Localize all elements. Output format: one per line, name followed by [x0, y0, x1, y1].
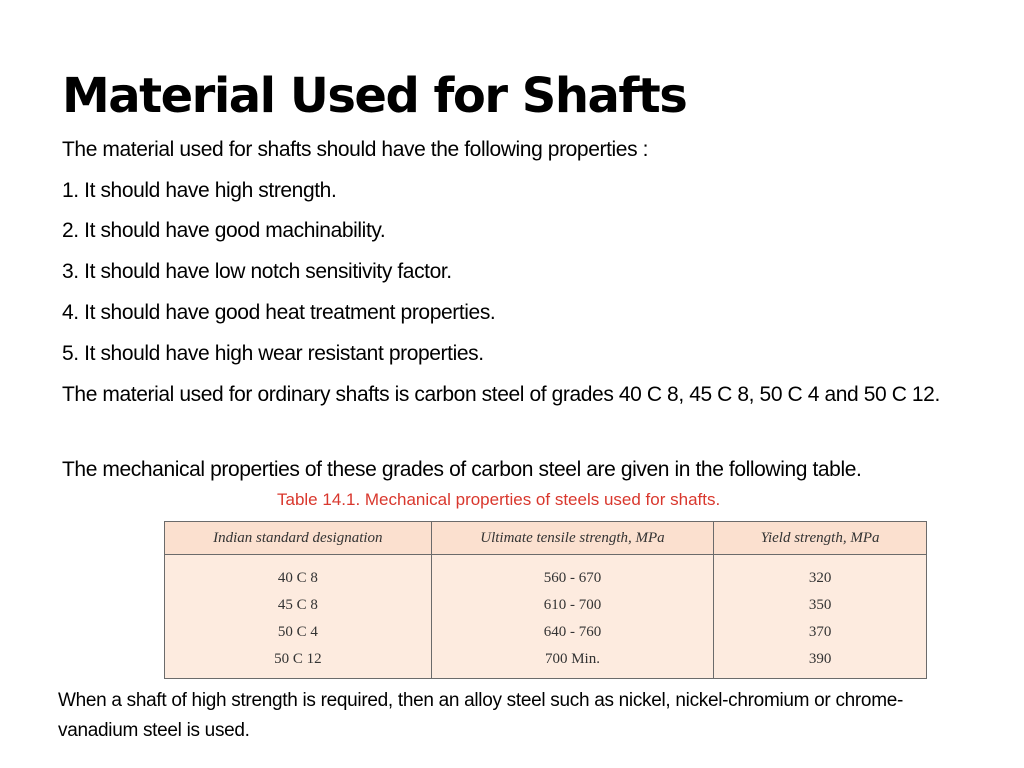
table-cell: 390 [808, 651, 832, 667]
property-item-1: 1. It should have high strength. [62, 179, 337, 202]
table-cell: 350 [808, 597, 832, 613]
column-header-yield-strength: Yield strength, MPa [714, 522, 927, 555]
property-item-4: 4. It should have good heat treatment properties. [62, 301, 496, 324]
tensile-strength-column-cell [431, 555, 714, 679]
property-item-2: 2. It should have good machinability. [62, 219, 386, 242]
mechanical-properties-table [164, 521, 927, 679]
table-cell: 560 - 670 [543, 570, 602, 586]
table-header-row [165, 522, 927, 555]
table-cell: 50 C 12 [274, 651, 322, 667]
column-header-tensile-strength: Ultimate tensile strength, MPa [431, 522, 714, 555]
table-body-row [165, 555, 927, 679]
table-cell: 45 C 8 [277, 597, 318, 613]
property-item-5: 5. It should have high wear resistant properties. [62, 342, 484, 365]
table-cell: 320 [808, 570, 832, 586]
designation-column-cell [165, 555, 432, 679]
mechanical-note-text: The mechanical properties of these grades of carbon steel are given in the following table. [62, 458, 862, 481]
column-header-designation: Indian standard designation [165, 522, 432, 555]
table-cell: 40 C 8 [277, 570, 318, 586]
ordinary-shafts-text: The material used for ordinary shafts is carbon steel of grades 40 C 8, 45 C 8, 50 C 4 and 50 C 12. [62, 383, 940, 406]
table-cell: 370 [808, 624, 832, 640]
table-cell: 700 Min. [544, 651, 600, 667]
yield-strength-column-cell [714, 555, 927, 679]
table-cell: 50 C 4 [277, 624, 318, 640]
table-cell: 640 - 760 [543, 624, 602, 640]
intro-text: The material used for shafts should have the following properties : [62, 138, 649, 161]
table-cell: 610 - 700 [543, 597, 602, 613]
footer-text: When a shaft of high strength is required, then an alloy steel such as nickel, nickel-chromium or chrome-vanadium steel is used. [58, 690, 904, 741]
table-caption: Table 14.1. Mechanical properties of steels used for shafts. [277, 490, 721, 509]
slide-title: Material Used for Shafts [62, 68, 687, 124]
property-item-3: 3. It should have low notch sensitivity factor. [62, 260, 452, 283]
